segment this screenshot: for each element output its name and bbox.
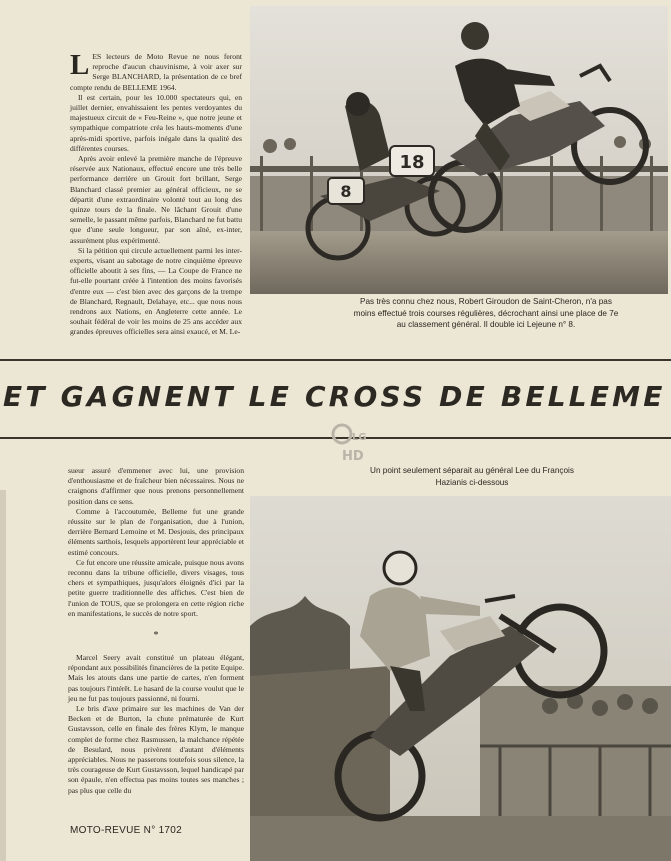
- photo-top-motocross-jump: [250, 6, 668, 294]
- rear-bike-number-plate: 8: [340, 182, 352, 201]
- photo-bottom-illustration: [250, 496, 671, 861]
- article-top-column: [70, 49, 242, 338]
- article-bottom-paragraph-3: Ce fut encore une réussite amicale, puisque nous avons reconnu dans la tribune officielle, divers visages, tous chers et sympathiques, jusqu'alors éloignés d'ici par la petite guerre traditionnelle des affiches. C'est bien de l'union de TOUS, que se prolongera en cette région riche en manifestations, le succès de notre sport.: [68, 557, 244, 618]
- photo-bottom-motocross-wheelie: [250, 496, 671, 861]
- article-bottom-paragraph-2: Comme à l'accoutumée, Belleme fut une grande réussite sur le plan de l'organisation, due à l'union, derrière Bernard Lemoine et M. Desjouis, des principaux éléments sarthois, lesquels apportèrent leur appréciable et estimé concours.: [68, 506, 244, 557]
- article-top-paragraph-3: Après avoir enlevé la première manche de l'épreuve réservée aux Nationaux, effectué encore une très belle performance derrière un Grouit fort brillant, Serge Blanchard classé premier au général officieux, ne se départit d'une extraordinaire volonté tout au long des quinze tours de la finale. Ne lâchant Grouit d'une semelle, le passant même parfois, Blanchard ne fut battu que d'une seule longueur, par son aîné, ex-inter, assurément plus expérimenté.: [70, 154, 242, 245]
- front-bike-number-plate: 18: [399, 152, 425, 173]
- article-bottom-paragraph-1: sueur assuré d'emmener avec lui, une provision d'enthousiasme et de fraîcheur bien nécessaires. Nous ne craignons d'affirmer que nous prenons personnellement position dans ce sens.: [68, 466, 244, 506]
- article-top-paragraph-1: LES lecteurs de Moto Revue ne nous feront reproche d'aucun chauvinisme, à voir axer sur Serge BLANCHARD, la présentation de ce bref compte rendu de BELLEME 1964.: [70, 49, 242, 92]
- article-top-paragraph-4: Si la pétition qui circule actuellement parmi les inter-experts, visant au sabotage de notre cinquième épreuve officielle aboutit à ses fins, — La Coupe de France ne fut-elle pourtant créée à l'intention des moins favorisés d'entre eux — c'est bien avec des garçons de la trempe de Blanchard, Regnault, Delahaye, etc... que nous nous rendrons aux Nations, en Angleterre cette année. Le souhait fédéral de voir les moins de 25 ans accéder aux grandes épreuves officielles sera ainsi exaucé, et M. Le-: [70, 245, 242, 337]
- page-left-edge: [0, 490, 6, 861]
- photo-top-illustration: [250, 6, 668, 294]
- section-separator-star: *: [153, 630, 159, 642]
- article-bottom-paragraph-5: Le bris d'axe primaire sur les machines de Van der Becken et de Burton, la chute prématurée de Kurt Gustavsson, celle en finale des frères Klym, le manque complet de forme chez Rasmussen, la malchance répétée de Besulard, nous privèrent d'autant d'éléments appréciables. Nous ne passerons toutefois sous silence, la très courageuse de Kurt Gustavsson, lequel handicapé par son épaule, n'en effectua pas moins toutes ses manches ; pas plus que celle du: [68, 704, 244, 795]
- caption-top: Pas très connu chez nous, Robert Giroudon de Saint-Cheron, n'a pas moins effectué trois courses régulières, décrochant ainsi une place de 7e au classement général. Il double ici Lejeune n° 8.: [353, 297, 619, 329]
- footer-issue-number: MOTO-REVUE N° 1702: [70, 825, 183, 836]
- article-top-paragraph-2: Il est certain, pour les 10.000 spectateurs qui, en juillet dernier, envahissaient les pentes verdoyantes du majestueux circuit de « Feu-Reine », que notre jeune et sympathique compatriote créa les hauts-moments d'une après-midi sportive, parfois inégale dans la qualité des différentes courses.: [70, 92, 242, 153]
- svg-text:LG: LG: [352, 432, 367, 443]
- caption-bottom: Un point seulement séparait au général Lee du François Hazianis ci-dessous: [370, 466, 574, 487]
- headline: ET GAGNENT LE CROSS DE BELLEME: [3, 380, 666, 413]
- article-bottom-paragraph-4: Marcel Seery avait constitué un plateau élégant, répondant aux possibilités financières de la petite Equipe. Mais les atouts dans une partie de cartes, n'en forment pas toujours l'intérêt. Le hasard de la course voulut que le jeu ne fut pas toujours passionné, ni fourni.: [68, 653, 244, 703]
- headline-rule-top: [0, 359, 671, 361]
- svg-text:HD: HD: [342, 449, 364, 464]
- article-bottom-column: [68, 466, 244, 796]
- watermark-logo: [330, 420, 374, 468]
- dropcap: L: [70, 49, 90, 81]
